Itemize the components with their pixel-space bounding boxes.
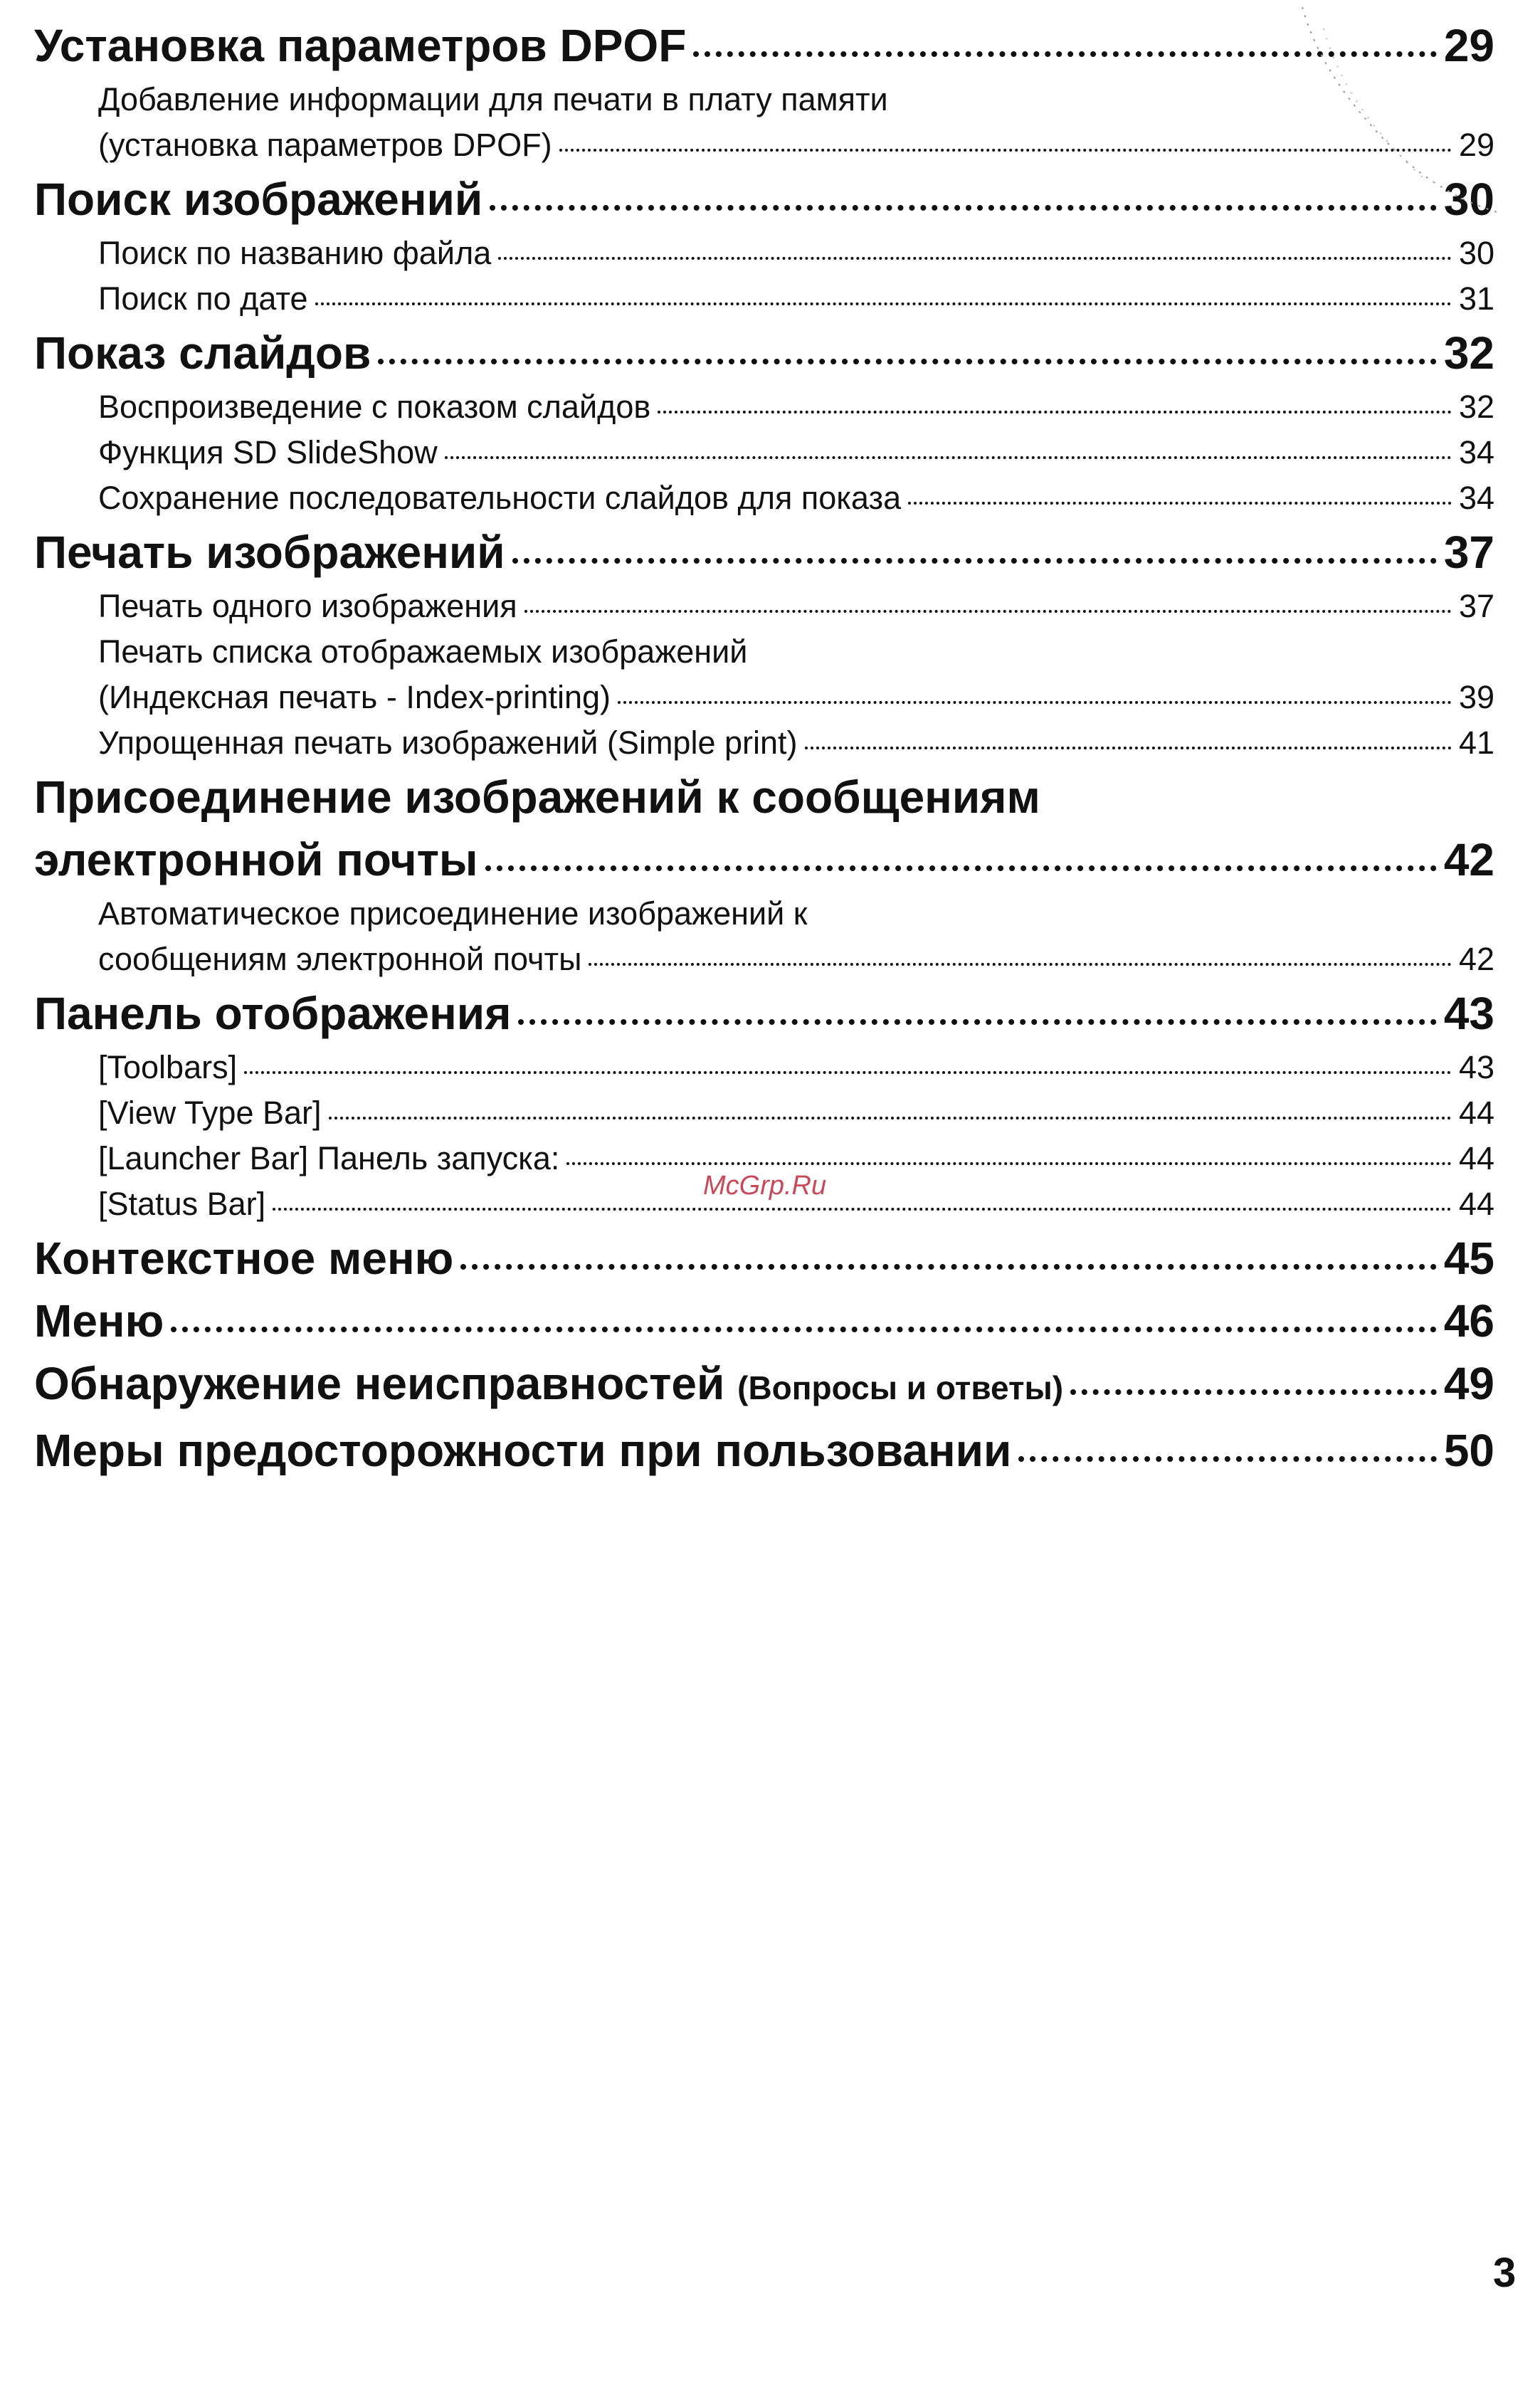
toc-page-number: 43	[1458, 1049, 1494, 1085]
toc-title	[34, 828, 478, 891]
dot-leader	[244, 1071, 1452, 1074]
toc-title-text: Обнаружение неисправностей	[34, 1358, 725, 1409]
toc-page-number: 43	[1443, 988, 1494, 1039]
toc-title-text: сообщениям электронной почты	[98, 941, 582, 977]
toc-title	[34, 1352, 1063, 1419]
dot-leader	[566, 1162, 1452, 1165]
toc-page-number: 32	[1443, 327, 1494, 379]
toc-title	[98, 720, 798, 766]
dot-leader	[329, 1117, 1452, 1120]
dot-leader	[589, 963, 1451, 966]
toc-subsection	[34, 231, 1494, 276]
toc-title	[98, 937, 581, 982]
toc-entry-line	[34, 1352, 1494, 1419]
dot-leader	[524, 610, 1452, 613]
toc-subsection	[34, 1090, 1494, 1136]
dot-leader	[805, 747, 1452, 749]
toc-section	[34, 1419, 1494, 1482]
toc-page-number: 32	[1458, 389, 1494, 425]
toc-page-number: 29	[1443, 20, 1494, 71]
toc-title-note: (Вопросы и ответы)	[737, 1369, 1064, 1406]
toc-entry-line	[98, 276, 1494, 322]
toc-title	[34, 521, 505, 584]
toc-section	[34, 766, 1494, 891]
toc-page-number: 44	[1458, 1095, 1494, 1131]
toc-entry-line	[34, 322, 1494, 384]
toc-entry-line	[98, 384, 1494, 430]
toc-title-text: Печать одного изображения	[98, 588, 517, 624]
toc-title-text: Контекстное меню	[34, 1233, 454, 1284]
table-of-contents	[34, 14, 1494, 1482]
toc-title	[98, 475, 901, 521]
dot-leader	[460, 1264, 1437, 1270]
toc-title	[34, 322, 371, 384]
toc-section	[34, 1227, 1494, 1290]
toc-title	[34, 14, 686, 77]
toc-page-number: 29	[1458, 127, 1494, 163]
toc-title	[34, 1419, 1011, 1482]
toc-title-text: [Toolbars]	[98, 1049, 238, 1085]
toc-section	[34, 1290, 1494, 1352]
toc-title	[98, 1136, 559, 1181]
toc-entry-line	[34, 14, 1494, 77]
toc-entry-line	[98, 720, 1494, 766]
toc-page-number: 34	[1458, 480, 1494, 516]
toc-entry-line	[34, 1419, 1494, 1482]
toc-page-number: 30	[1458, 235, 1494, 271]
toc-title-text: Установка параметров DPOF	[34, 20, 687, 71]
toc-title	[98, 122, 552, 168]
dot-leader	[315, 302, 1452, 305]
toc-subsection	[34, 891, 1494, 982]
toc-title-text: Упрощенная печать изображений (Simple print)	[98, 725, 798, 761]
toc-title	[98, 1181, 265, 1227]
toc-subsection	[34, 629, 1494, 720]
toc-title-line: Присоединение изображений к сообщениям	[34, 771, 1040, 823]
toc-entry-line	[98, 475, 1494, 521]
toc-section	[34, 521, 1494, 584]
toc-page-number: 41	[1458, 725, 1494, 761]
toc-title	[98, 384, 650, 430]
toc-title	[98, 231, 491, 276]
toc-title-text: Сохранение последовательности слайдов для показа	[98, 480, 902, 516]
toc-subsection	[34, 475, 1494, 521]
toc-title-text: Панель отображения	[34, 988, 512, 1039]
toc-entry-line	[98, 937, 1494, 982]
dot-leader	[171, 1327, 1437, 1332]
toc-title	[98, 276, 308, 322]
toc-title-text: (установка параметров DPOF)	[98, 127, 552, 163]
toc-title	[98, 430, 438, 475]
dot-leader	[518, 1019, 1436, 1025]
toc-section	[34, 982, 1494, 1045]
toc-title-text: Поиск изображений	[34, 174, 483, 225]
toc-title-text: [View Type Bar]	[98, 1095, 322, 1131]
toc-title	[34, 168, 482, 231]
toc-page-number: 45	[1443, 1233, 1494, 1284]
watermark-text: McGrp.Ru	[703, 1171, 827, 1201]
toc-title-text: [Launcher Bar] Панель запуска:	[98, 1140, 560, 1176]
toc-title	[98, 584, 517, 629]
toc-section	[34, 322, 1494, 384]
dot-leader	[618, 701, 1452, 704]
toc-subsection	[34, 276, 1494, 322]
dot-leader	[658, 411, 1452, 413]
toc-page-number: 37	[1443, 527, 1494, 578]
toc-page-number: 44	[1458, 1186, 1494, 1222]
toc-entry-line	[98, 1090, 1494, 1136]
toc-entry-line	[34, 828, 1494, 891]
dot-leader	[273, 1208, 1452, 1211]
toc-title-text: Меры предосторожности при пользовании	[34, 1425, 1012, 1476]
toc-title-line: Автоматическое присоединение изображений к	[98, 895, 808, 932]
toc-entry-line	[98, 584, 1494, 629]
toc-entry-line	[34, 1227, 1494, 1290]
dot-leader	[908, 502, 1452, 505]
toc-page-number: 50	[1443, 1425, 1494, 1476]
toc-page-number: 34	[1458, 434, 1494, 470]
dot-leader	[1070, 1389, 1437, 1395]
toc-subsection	[34, 720, 1494, 766]
toc-title-text: Воспроизведение с показом слайдов	[98, 389, 651, 425]
toc-title-text: Меню	[34, 1295, 164, 1347]
toc-page-number: 49	[1443, 1358, 1494, 1409]
toc-page-number: 31	[1458, 280, 1494, 317]
toc-entry-line	[98, 675, 1494, 720]
toc-title	[98, 1045, 237, 1090]
toc-subsection	[34, 384, 1494, 430]
toc-title-text: электронной почты	[34, 834, 478, 885]
dot-leader	[485, 865, 1437, 871]
dot-leader	[378, 359, 1436, 364]
toc-page-number: 46	[1443, 1295, 1494, 1347]
toc-title-text: Поиск по названию файла	[98, 235, 492, 271]
toc-page-number: 37	[1458, 588, 1494, 624]
toc-page-number: 44	[1458, 1140, 1494, 1176]
toc-title-text: (Индексная печать - Index-printing)	[98, 679, 611, 715]
toc-page-number: 42	[1458, 941, 1494, 977]
dot-leader	[445, 456, 1452, 459]
page-number: 3	[1493, 2250, 1517, 2296]
toc-entry-line	[98, 231, 1494, 276]
toc-page-number: 42	[1443, 834, 1494, 885]
dot-leader	[1018, 1456, 1437, 1462]
toc-subsection	[34, 430, 1494, 475]
dot-leader	[498, 257, 1452, 260]
toc-entry-line	[34, 168, 1494, 231]
dot-leader	[512, 558, 1437, 564]
toc-page-number: 39	[1458, 679, 1494, 715]
toc-title-text: Печать изображений	[34, 527, 505, 578]
toc-subsection	[34, 1045, 1494, 1090]
toc-title	[98, 1090, 322, 1136]
toc-entry-line	[34, 521, 1494, 584]
toc-title-text: Поиск по дате	[98, 280, 308, 317]
toc-entry-line	[98, 430, 1494, 475]
toc-entry-line	[34, 1290, 1494, 1352]
toc-entry-line	[98, 1045, 1494, 1090]
toc-title-text: Показ слайдов	[34, 327, 371, 379]
toc-title-line: Печать списка отображаемых изображений	[98, 633, 748, 670]
toc-title-text: [Status Bar]	[98, 1186, 266, 1222]
toc-title	[34, 1290, 164, 1352]
toc-title	[34, 982, 511, 1045]
scan-artifact-mark	[1281, 0, 1516, 235]
toc-entry-line	[34, 982, 1494, 1045]
toc-section	[34, 168, 1494, 231]
toc-section	[34, 1352, 1494, 1419]
toc-subsection	[34, 77, 1494, 168]
toc-title	[98, 675, 611, 720]
toc-title	[34, 1227, 453, 1290]
toc-title-line: Добавление информации для печати в плату памяти	[98, 81, 888, 117]
toc-title-text: Функция SD SlideShow	[98, 434, 438, 470]
toc-page-number: 30	[1443, 174, 1494, 225]
toc-section	[34, 14, 1494, 77]
toc-subsection	[34, 584, 1494, 629]
